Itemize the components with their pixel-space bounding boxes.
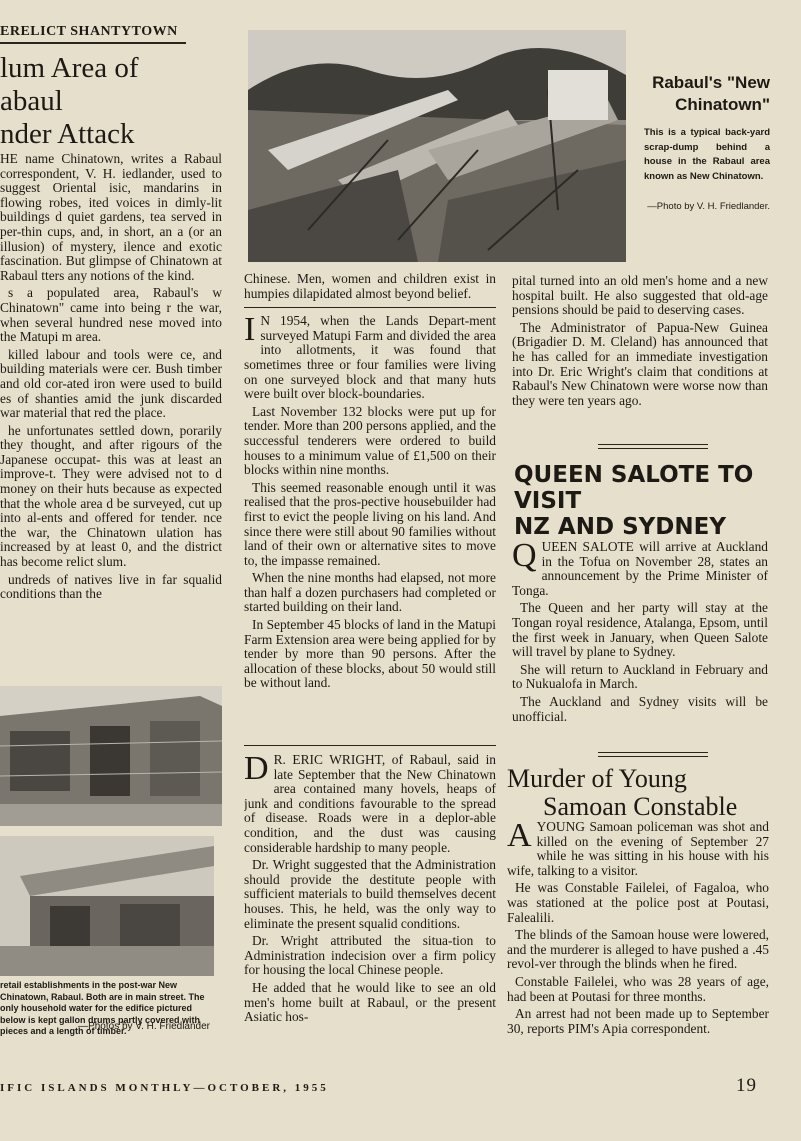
paragraph: He added that he would like to see an old men's home built at Rabaul, or the present Asiatic hos- bbox=[244, 979, 496, 1025]
divider bbox=[598, 444, 708, 445]
article-column-3 bbox=[512, 274, 768, 434]
shop-image-top bbox=[0, 686, 222, 826]
footer-magazine-title: IFIC ISLANDS MONTHLY—OCTOBER, 1955 bbox=[0, 1082, 329, 1094]
paragraph: Last November 132 blocks were put up for tender. More than 200 persons applied, and the successful tenderers were ordered to build houses to a minimum value of £1,500 on their blocks within nine months. bbox=[244, 403, 496, 478]
paragraph: Dr. Wright attributed the situa-tion to Administration indecision over a firm policy for housing the local Chinese people. bbox=[244, 933, 496, 978]
scrap-dump-photo bbox=[248, 30, 626, 262]
paragraph-with-dropcap bbox=[512, 540, 768, 598]
paragraph: When the nine months had elapsed, not more than half a dozen purchasers had completed or started building on their land. bbox=[244, 570, 496, 615]
divider bbox=[598, 448, 708, 449]
paragraph: HE name Chinatown, writes a Rabaul correspondent, V. H. iedlander, used to suggest Oriental isic, mandarins in flowing robes, ited voices in dimly-lit buildings d quiet gardens, tea served in per-thin cups, and, in short, an a (or an illusion) of mystery, ilence and exotic fascination. But glimpse of Chinatown at Rabaul tters any notions of the kind. bbox=[0, 152, 222, 283]
divider bbox=[244, 307, 496, 308]
salote-headline-line-2: VISIT bbox=[514, 488, 582, 514]
paragraph-with-dropcap bbox=[244, 753, 496, 855]
paragraph: The Administrator of Papua-New Guinea (Brigadier D. M. Cleland) has announced that he has called for an immediate investigation into Dr. Eric Wright's claim that conditions at Rabaul's New Chinatown were worse now than they were ten years ago. bbox=[512, 319, 768, 408]
paragraph: undreds of natives live in far squalid conditions than the bbox=[0, 571, 222, 602]
article-column-1 bbox=[0, 152, 222, 672]
main-photo-credit: —Photo by V. H. Friedlander. bbox=[647, 201, 770, 212]
dropcap: A bbox=[507, 820, 532, 854]
main-headline-line-3: nder Attack bbox=[0, 118, 135, 150]
paragraph: killed labour and tools were ce, and building materials were cer. Bush timber and old cor-ated iron were used to build es of shanties amid the junk discarded war material that red the place. bbox=[0, 346, 222, 421]
paragraph: The blinds of the Samoan house were lowered, and the murderer is alleged to have pushed a .45 revol-ver through the blinds when he fired. bbox=[507, 927, 769, 972]
paragraph: s a populated area, Rabaul's w Chinatown" came into being r the war, when several hundred nese moved into the Matupi m area. bbox=[0, 285, 222, 345]
main-headline-line-2: abaul bbox=[0, 85, 63, 117]
main-headline bbox=[0, 52, 240, 151]
samoa-headline bbox=[507, 765, 769, 821]
samoa-article bbox=[507, 820, 769, 1070]
paragraph: pital turned into an old men's home and a new hospital built. He also suggested that old-age pensions should be paid to deserving cases. bbox=[512, 274, 768, 318]
samoa-headline-line-2: Samoan Constable bbox=[543, 792, 738, 821]
dropcap: Q bbox=[512, 540, 537, 574]
paragraph-text: R. ERIC WRIGHT, of Rabaul, said in late September that the New Chinatown area contained many hovels, heaps of junk and conditions favourable to the spread of disease. Roads were in a deplor-able condition, and the dust was causing considerable hardship to many people. bbox=[244, 753, 496, 855]
shop-photo-bottom bbox=[0, 836, 214, 976]
salote-article bbox=[512, 540, 768, 740]
paragraph: The Auckland and Sydney visits will be unofficial. bbox=[512, 693, 768, 724]
samoa-headline-line-1: Murder of Young bbox=[507, 764, 687, 793]
paragraph: he unfortunates settled down, porarily they thought, and after rigours of the Japanese occupat- this was at least an improve-t. They were advised not to d money on their huts because as expected that the whole area d be surveyed, cut up into al-ents and offered for tender. nce the war, the Chinatown ulation has increased by at least 0, and the district has become relict slum. bbox=[0, 422, 222, 570]
dropcap: I bbox=[244, 311, 256, 349]
paragraph: Dr. Wright suggested that the Administration should provide the destitute people with sufficient materials to build themselves decent houses. This, he held, was the only way to eliminate the present squalid conditions. bbox=[244, 857, 496, 931]
divider bbox=[598, 752, 708, 753]
paragraph: This seemed reasonable enough until it was realised that the pros-pective housebuilder had first to evict the people living on his land. And since there were still about 90 families without land of their own or alternative sites to move to, the impasse remained. bbox=[244, 479, 496, 568]
page-footer bbox=[0, 1075, 801, 1099]
divider bbox=[598, 756, 708, 757]
paragraph: The Queen and her party will stay at the Tongan royal residence, Atalanga, Epsom, until the first week in January, when Queen Salote will travel by plane to Sydney. bbox=[512, 600, 768, 660]
shop-image-bottom bbox=[0, 836, 214, 976]
salote-headline bbox=[514, 462, 774, 540]
article-column-2b bbox=[244, 753, 496, 1073]
main-photo-caption-text: This is a typical back-yard scrap-dump behind a house in the Rabaul area known as New Chinatown. bbox=[644, 127, 770, 182]
side-photo-credit: —Photos by V. H. Friedlander bbox=[78, 1021, 210, 1032]
paragraph-text: UEEN SALOTE will arrive at Auckland in the Tofua on November 28, states an announcement by the Prime Minister of Tonga. bbox=[512, 540, 768, 598]
divider bbox=[244, 745, 496, 746]
section-heading: ERELICT SHANTYTOWN bbox=[0, 24, 186, 44]
paragraph: He was Constable Failelei, of Fagaloa, who was stationed at the police post at Poutasi, Falealili. bbox=[507, 880, 769, 925]
paragraph-with-dropcap bbox=[507, 820, 769, 878]
paragraph-text: YOUNG Samoan policeman was shot and killed on the evening of September 27 while he was sitting in his house with his wife, talking to a visitor. bbox=[507, 820, 769, 878]
article-column-2 bbox=[244, 272, 496, 716]
main-photo-caption-title: Rabaul's "New Chinatown" bbox=[652, 73, 770, 114]
paragraph: An arrest had not been made up to September 30, reports PIM's Apia correspondent. bbox=[507, 1006, 769, 1036]
scrap-dump-image bbox=[248, 30, 626, 262]
paragraph: She will return to Auckland in February and to Nukualofa in March. bbox=[512, 661, 768, 692]
salote-headline-line-3: NZ AND SYDNEY bbox=[514, 514, 727, 540]
shop-photo-top bbox=[0, 686, 222, 826]
paragraph-with-dropcap bbox=[244, 311, 496, 402]
dropcap: D bbox=[244, 753, 269, 787]
page-number: 19 bbox=[736, 1075, 757, 1096]
paragraph: In September 45 blocks of land in the Matupi Farm Extension area were being applied for by tender by more than 90 persons. After the allocation of these blocks, about 50 would still be without land. bbox=[244, 617, 496, 691]
paragraph: Chinese. Men, women and children exist in humpies dilapidated almost beyond belief. bbox=[244, 272, 496, 301]
side-photo-caption: retail establishments in the post-war New Chinatown, Rabaul. Both are in main street. The only household water for the edifice pictured below is kept gallon drums partly covered with pieces and a length of timber. bbox=[0, 980, 205, 1036]
salote-headline-line-1: QUEEN SALOTE TO bbox=[514, 462, 754, 488]
main-headline-line-1: lum Area of bbox=[0, 52, 139, 84]
paragraph: Constable Failelei, who was 28 years of age, had been at Poutasi for three months. bbox=[507, 973, 769, 1004]
paragraph-text: N 1954, when the Lands Depart-ment surveyed Matupi Farm and divided the area into allotments, it was found that sometimes three or four families were living on one surveyed block and that many huts were built over block-boundaries. bbox=[244, 313, 496, 402]
